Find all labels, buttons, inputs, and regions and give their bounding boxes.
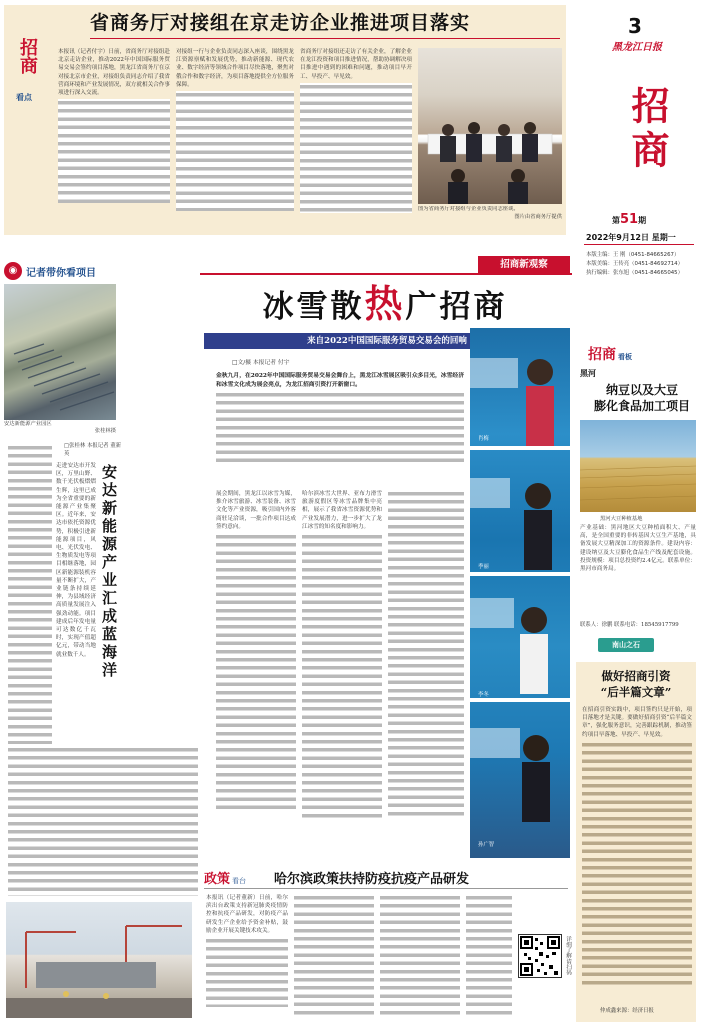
- feature-col3: [388, 490, 464, 820]
- policy-tag: [204, 868, 268, 887]
- section-tag-zhaoshang: 招商: [17, 38, 38, 74]
- top-story-headline: 省商务厅对接组在京走访企业推进项目落实: [90, 12, 471, 34]
- soybean-field-graphic: [580, 420, 696, 512]
- text-block: [58, 99, 170, 203]
- photo-name-3: 李冬: [478, 692, 489, 698]
- top-story-body-1: 本报讯（记者付宇）日前，省商务厅对接组赴北京走访企业，推动2022年中国国际服务贸易交易会签约项目落地，黑龙江省商务厅在京对接北京市企业，对接组负责同志介绍了我省营商环境和产业发展情况，双方就相关合作事项进行深入交流。: [58, 49, 170, 97]
- feature-col1: [216, 490, 296, 820]
- text-block: [300, 83, 412, 213]
- right-contact: 联系人：徐鹏 联系电话：18545917799: [580, 622, 679, 628]
- feature-col2: [302, 490, 382, 820]
- photo-name-4: 孙广智: [478, 842, 495, 848]
- feature-subhead-text: 来自2022中国国际服务贸易交易会的回响: [307, 336, 467, 346]
- right-tag: [588, 344, 632, 364]
- photo-name-2: 季丽: [478, 564, 489, 570]
- text-block: [216, 533, 296, 813]
- right-headline-2: 膨化食品加工项目: [593, 399, 690, 413]
- text-block: [302, 533, 382, 820]
- policy-tag-sub: 看台: [232, 877, 247, 885]
- policy-col2: [294, 894, 374, 1018]
- photo-caption: 图为省商务厅对接组与企业负责同志座谈。: [418, 206, 519, 212]
- right-tag-text: 招商: [588, 347, 616, 363]
- text-block: [216, 391, 464, 467]
- section-tag-kandian: 看点: [16, 92, 32, 102]
- top-story-body-3: 省商务厅对接组还走访了有关企业，了解企业在龙江投资和项目推进情况，帮助协调解决项目推进中遇到的困难和问题，推动项目早开工、早投产、早见效。: [300, 49, 412, 80]
- left-body-text: 走进安达市开发区，万里山野、数千光伏板熠熠生辉，这里已成为全省重要的新能源产业集聚区。近年来，安达市依托资源优势，积极引进新能源项目，风电、光伏发电、生物质发电等项目相继落地，园区新能源装机容量不断扩大，产业链条持续延伸，为县域经济高质量发展注入强劲动能。项目建成后年发电量可达数亿千瓦时，实现产值超亿元，带动当地就业数千人。: [56, 463, 96, 658]
- commentary-headline: [580, 668, 692, 700]
- left-headline-text: 安达新能源产业汇成蓝海洋: [100, 464, 118, 680]
- feature-col-mid-lead: [204, 372, 212, 820]
- right-headline-1: 纳豆以及大豆: [605, 383, 678, 397]
- feature-body-1: 展会期间，黑龙江以冰雪为媒，推介冰雪旅游、冰雪装备、冰雪文化等产业资源，吸引国内外客商驻足洽谈，一批合作项目达成签约意向。: [216, 491, 296, 530]
- feature-top-rule: [200, 273, 572, 275]
- top-story-col2: [176, 48, 294, 230]
- left-headline: [100, 464, 140, 734]
- qr-icon: [519, 935, 561, 977]
- issue-date: 2022年9月12日 星期一: [586, 233, 676, 242]
- right-region: 黑河: [580, 368, 596, 378]
- policy-rule: [204, 888, 568, 889]
- issue-num: 51: [620, 212, 639, 227]
- top-story-body-2: 对接组一行与企业负责同志深入座谈，围绕黑龙江资源禀赋和发展优势，推动新能源、现代农业、数字经济等领域合作项目尽快落地，聚焦对俄合作和数字经济，为项目落地提供全方位服务保障。: [176, 49, 294, 88]
- policy-qr-caption: 详细了解请扫码: [565, 936, 571, 976]
- right-tag-sub: 看板: [618, 352, 632, 361]
- policy-tag-text: 政策: [204, 872, 231, 887]
- right-body-text: 产业基础：黑河地区大豆种植面积大、产量高，是全国重要的非转基因大豆生产基地，具备发展大豆精深加工的资源条件。建设内容：建设纳豆及大豆膨化食品生产线及配套设施。投资规模：项目总投资约2.4亿元。联系单位：黑河市商务局。: [580, 525, 696, 573]
- policy-body-text: 本报讯（记者董新）日前，哈尔滨出台政策支持新冠肺炎疫情防控和抗疫产品研发，对防疫产品研发生产企业给予资金补贴，鼓励企业开展关键技术攻关。: [206, 895, 288, 934]
- page-number: 3: [628, 14, 642, 38]
- paper-name: 黑龙江日报: [612, 42, 662, 53]
- feature-kicker-text: 招商新观察: [500, 259, 548, 270]
- photo-credit: 图片由省商务厅提供: [514, 213, 562, 220]
- proof-line: 执行编辑：张东旭（0451-84665045）: [586, 270, 684, 276]
- left-photo-caption: [4, 421, 116, 435]
- left-tag-text: 记者带你看项目: [26, 268, 96, 279]
- top-story-col1: [58, 48, 170, 230]
- text-block: [176, 91, 294, 211]
- commentary-headline-2: “后半篇文章”: [600, 685, 672, 699]
- left-caption-text: 安达新能源产业园区: [4, 421, 52, 427]
- issue-suffix: 期: [638, 216, 647, 225]
- masthead-rule: [584, 244, 694, 245]
- art-line: 本版美编：王传亮（0451-84692714）: [586, 261, 684, 267]
- policy-col4: [466, 894, 512, 1018]
- factory-photo-graphic: [6, 902, 192, 1018]
- text-block: [582, 741, 692, 987]
- top-story-photo-caption: [418, 206, 562, 230]
- left-body-col-b: [8, 746, 198, 896]
- feature-photo-strip: [470, 328, 570, 858]
- right-headline: [586, 382, 698, 414]
- left-column-tag: [4, 262, 124, 280]
- feature-headline-mid: 热: [364, 282, 406, 326]
- policy-col3: [380, 894, 460, 1018]
- policy-qr-code[interactable]: [518, 934, 562, 978]
- solar-field-graphic: [4, 284, 116, 420]
- left-body-col: [56, 462, 96, 742]
- section-title: 招商: [625, 86, 669, 174]
- photo-name-1: 肖梅: [478, 436, 489, 442]
- right-photo-caption: 黑河大豆种植基地: [600, 516, 643, 522]
- commentary-byline: 仲成鑫来源：经济日报: [600, 1008, 654, 1014]
- feature-headline-pre: 冰雪散: [262, 289, 365, 325]
- feature-kicker: [478, 256, 570, 274]
- top-story-photo: [418, 48, 562, 204]
- commentary-body: [582, 706, 692, 1002]
- left-caption-credit: 张桂林摄: [94, 428, 116, 434]
- feature-lead-text: 金秋九月，在2022年中国国际服务贸易交易会舞台上，黑龙江冰雪展区吸引众多目光，冰雪经济和冰雪文化成为展会亮点，为龙江招商引资打开新窗口。: [216, 373, 464, 388]
- feature-headline-post: 广招商: [405, 289, 508, 325]
- policy-col1: [206, 894, 288, 1018]
- feature-lead: [216, 372, 464, 484]
- left-bottom-photo: [6, 902, 192, 1018]
- commentary-tag: [598, 638, 654, 652]
- commentary-headline-1: 做好招商引资: [601, 669, 671, 683]
- commentary-tag-text: 南山之石: [612, 640, 640, 649]
- text-block: [206, 937, 288, 1007]
- feature-byline: □文/摄 本报记者 付宇: [232, 360, 290, 366]
- issue-prefix: 第: [612, 216, 620, 225]
- left-photo: [4, 284, 116, 420]
- right-photo: [580, 420, 696, 512]
- mic-icon: ◉: [4, 262, 22, 280]
- booth-photos-graphic: [470, 328, 570, 858]
- feature-body-2: 哈尔滨冰雪大世界、亚布力滑雪旅游度假区等冰雪品牌集中亮相，展示了我省冰雪资源优势和产业发展潜力，进一步扩大了龙江冰雪的知名度和影响力。: [302, 491, 382, 530]
- headline-underline: [90, 38, 560, 39]
- feature-headline: [220, 284, 550, 327]
- left-body-col-a: [8, 444, 52, 744]
- left-byline: □张桂林 本报记者 董新英: [64, 443, 122, 457]
- editor-info: [586, 251, 698, 278]
- policy-headline: 哈尔滨政策扶持防疫抗疫产品研发: [274, 872, 470, 887]
- right-body: [580, 524, 696, 616]
- issue-number: [612, 212, 646, 227]
- meeting-photo-graphic: [418, 48, 562, 204]
- top-story-col3: [300, 48, 412, 230]
- editor-line: 本版主编：王 刚（0451-84665267）: [586, 252, 680, 258]
- commentary-body-text: 在招商引资实践中，项目签约只是开始，项目落地才是关键。要做好招商引资“后半篇文章”，强化服务意识，完善跟踪机制，推动签约项目早落地、早投产、早见效。: [582, 707, 692, 738]
